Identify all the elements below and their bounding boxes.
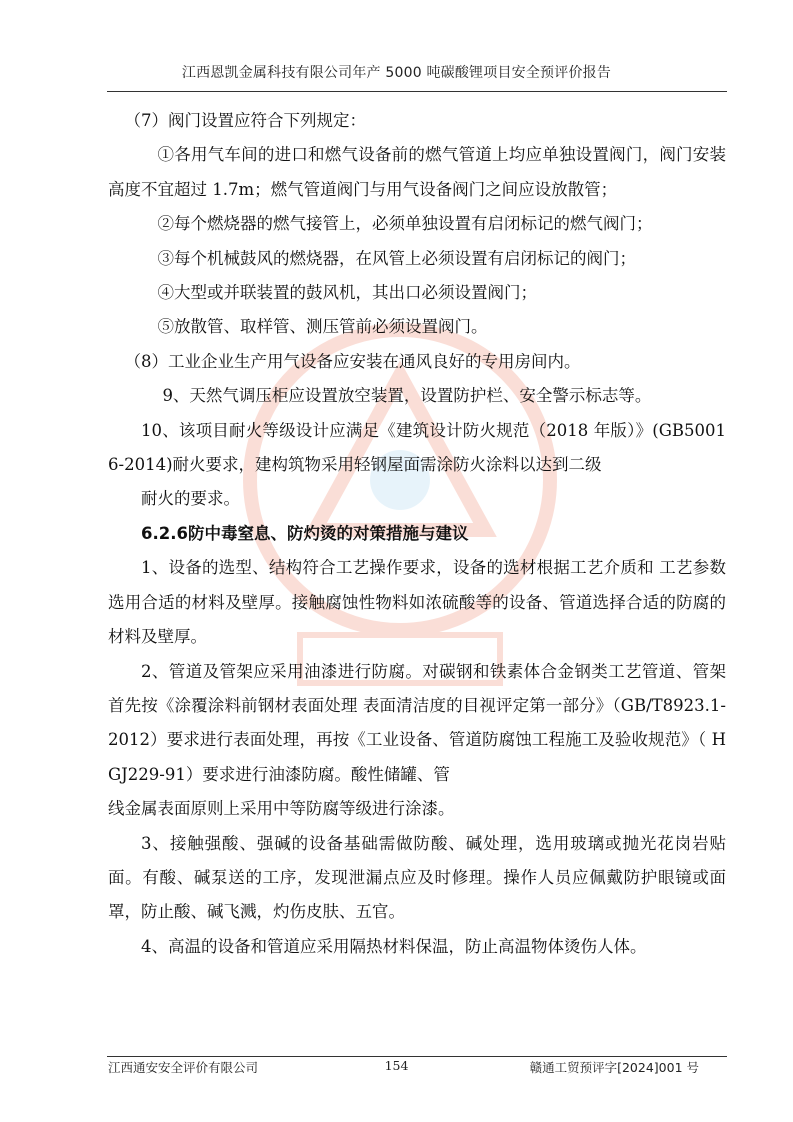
- section-paragraph-2-continued: 线金属表面原则上采用中等防腐等级进行涂漆。: [108, 799, 455, 819]
- paragraph-item-1: ①各用气车间的进口和燃气设备前的燃气管道上均应单独设置阀门，阀门安装高度不宜超过 1.7m；燃气管道阀门与用气设备阀门之间应设放散管；: [108, 145, 726, 199]
- footer-doc-number: 赣通工贸预评字[2024]001 号: [529, 1060, 699, 1075]
- section-paragraph-2: 2、管道及管架应采用油漆进行防腐。对碳钢和铁素体合金钢类工艺管道、管架首先按《涂覆涂料前钢材表面处理 表面清洁度的目视评定第一部分》（GB/T8923.1-2012）要求进行表面处理，再按《工业设备、管道防腐蚀工程施工及验收规范》（ HGJ229-91）要求进行油漆防腐。酸性储罐、管: [108, 661, 726, 784]
- paragraph-item-4: ④大型或并联装置的鼓风机，其出口必须设置阀门；: [157, 283, 537, 303]
- document-body: [108, 104, 726, 964]
- section-paragraph-4: 4、高温的设备和管道应采用隔热材料保温，防止高温物体烫伤人体。: [141, 936, 647, 956]
- footer-company: 江西通安安全评价有限公司: [108, 1060, 259, 1075]
- paragraph-valve-rules: （7）阀门设置应符合下列规定：: [124, 111, 366, 130]
- paragraph-item-2: ②每个燃烧器的燃气接管上，必须单独设置有启闭标记的燃气阀门；: [157, 214, 653, 234]
- footer-page-number: 154: [384, 1058, 409, 1073]
- paragraph-item-8: （8）工业企业生产用气设备应安装在通风良好的专用房间内。: [124, 351, 581, 371]
- paragraph-item-3: ③每个机械鼓风的燃烧器，在风管上必须设置有启闭标记的阀门；: [157, 248, 636, 268]
- paragraph-item-9: 9、天然气调压柜应设置放空装置，设置防护栏、安全警示标志等。: [162, 386, 652, 406]
- section-paragraph-1: 1、设备的选型、结构符合工艺操作要求，设备的选材根据工艺介质和 工艺参数选用合适的材料及壁厚。接触腐蚀性物料如浓硫酸等的设备、管道选择合适的防腐的材料及壁厚。: [108, 558, 726, 647]
- section-paragraph-3: 3、接触强酸、强碱的设备基础需做防酸、碱处理，选用玻璃或抛光花岗岩贴面。有酸、碱泵送的工序，发现泄漏点应及时修理。操作人员应佩戴防护眼镜或面罩，防止酸、碱飞溅，灼伤皮肤、五官。: [108, 833, 726, 922]
- section-heading: 6.2.6防中毒窒息、防灼烫的对策措施与建议: [141, 523, 469, 543]
- paragraph-item-10-continued: 耐火的要求。: [141, 489, 240, 509]
- header-divider: [107, 91, 727, 92]
- paragraph-item-5: ⑤放散管、取样管、测压管前必须设置阀门。: [157, 317, 488, 337]
- paragraph-item-10: 10、该项目耐火等级设计应满足《建筑设计防火规范（2018 年版）》(GB50016-2014)耐火要求，建构筑物采用轻钢屋面需涂防火涂料以达到二级: [108, 420, 726, 475]
- page-header-title: 江西恩凯金属科技有限公司年产 5000 吨碳酸锂项目安全预评价报告: [181, 65, 612, 81]
- footer-divider: [107, 1056, 727, 1057]
